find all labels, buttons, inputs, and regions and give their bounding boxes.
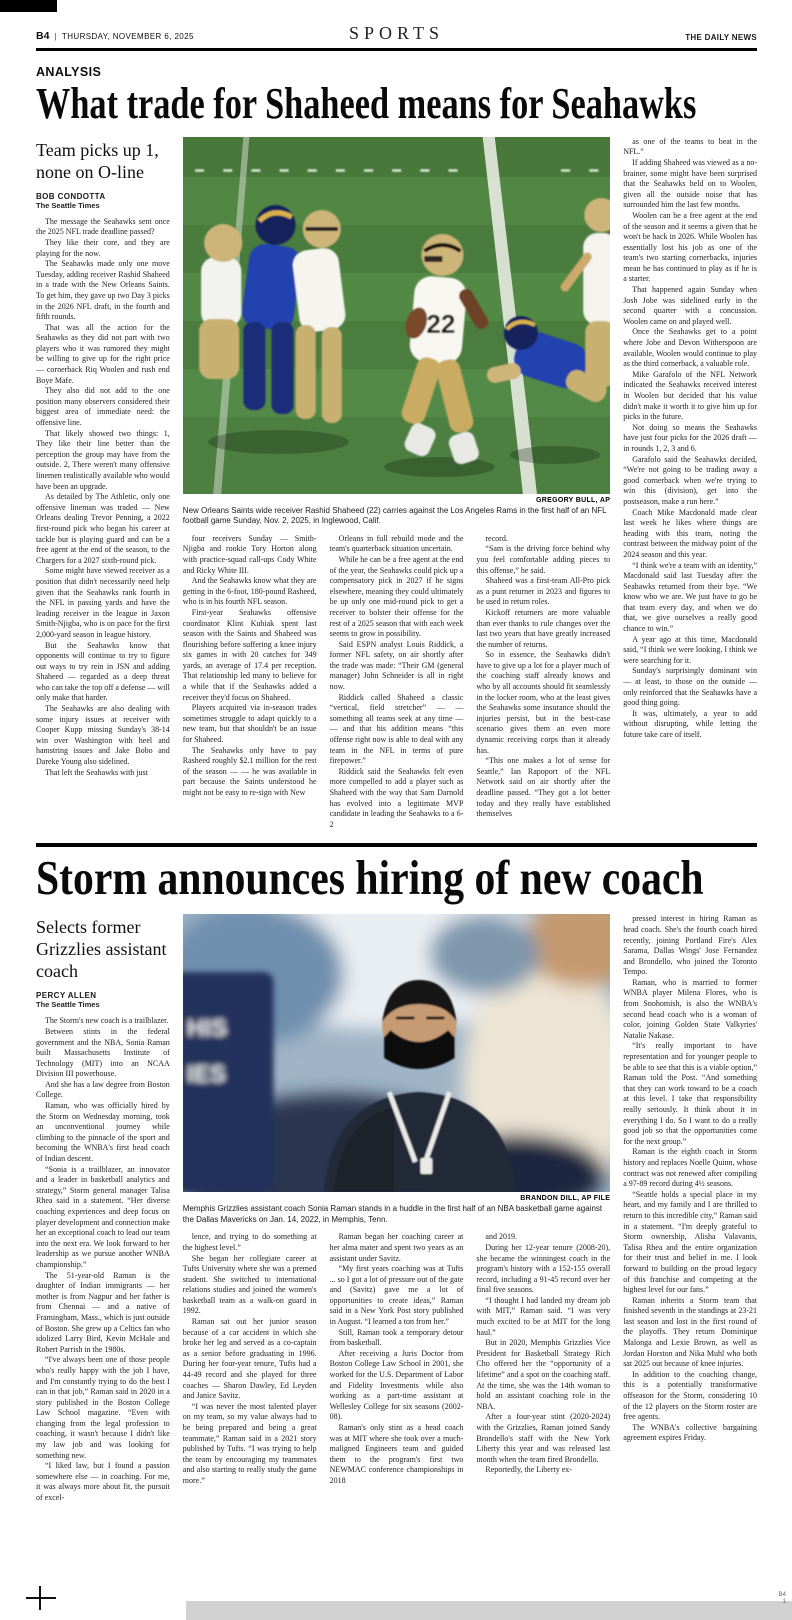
article1-column-5 [623, 137, 757, 831]
paragraph: “My first years coaching was at Tufts ... so I got a lot of pressure out of the gate and (Savitz) gave me a lot of opportunities to create ideas,” Raman said in a New York Post story published in August. “I learned a ton from her.” [329, 1264, 464, 1327]
paragraph: Raman sat out her junior season because of a car accident in which she broke her leg and served as a co-captain as a senior before graduating in 1996. During her four-year tenure, Tufts had a 44-49 record and she played for three coaches — Sharon Dawley, Ed Leyden and Janice Savitz. [182, 1317, 317, 1401]
paragraph: After receiving a Juris Doctor from Boston College Law School in 2001, she worked for the U.S. Department of Labor and Fidelity Investments while also working as a part-time assistant at Wellesley College for six seasons (2002-08). [329, 1348, 464, 1422]
article2-byline-name: PERCY ALLEN [36, 991, 97, 1001]
paragraph: “This one makes a lot of sense for Seattle,” Ian Rapoport of the NFL Network said on air shortly after the deadline passed. “They got a lot better today and they really have established themselves [476, 756, 611, 819]
paragraph: It was, ultimately, a year to add without disrupting, while letting the future take care of itself. [623, 708, 757, 739]
paragraph: “I thought I had landed my dream job with MIT,” Raman said. “I was very much excited to be at MIT for the long haul.” [476, 1295, 611, 1337]
article2-byline-org: The Seattle Times [36, 1000, 100, 1010]
paragraph: Raman, who is married to former WNBA player Milena Flores, who is from Snohomish, is also the WNBA's second head coach who is a woman of color, joining Golden State Valkyries' Natalie Nakase. [623, 977, 757, 1040]
page-date: THURSDAY, NOVEMBER 6, 2025 [61, 32, 194, 41]
article2-column-1 [36, 914, 170, 1503]
paragraph: That left the Seahawks with just [45, 767, 148, 777]
page-number: B4 [36, 30, 50, 42]
paragraph: The WNBA's collective bargaining agreement expires Friday. [623, 1422, 757, 1443]
paragraph: and 2019. [485, 1232, 517, 1242]
football-photo-art [183, 137, 610, 494]
paragraph: Coach Mike Macdonald made clear last week he likes where things are heading with this team, noting the contrast between the midway point of the 2024 season and this year. [623, 507, 757, 559]
paragraph: The Seahawks made only one move Tuesday, adding receiver Rashid Shaheed in a trade with the New Orleans Saints. To get him, they gave up two Day 3 picks in the 2026 NFL draft, in the fourth and fifth rounds. [36, 259, 170, 322]
article1-column-4 [476, 534, 610, 831]
article2-column-5 [623, 914, 757, 1503]
bottom-corner-mark-1: B4 [778, 1592, 786, 1598]
bottom-corner-mark-2: 1 [782, 1599, 786, 1605]
article2-col1-text [36, 1016, 170, 1503]
paragraph: Mike Garafolo of the NFL Network indicated the Seahawks received interest in Woolen but decided that his value didn't make it worth it to give him up for picks in the future. [623, 369, 757, 422]
paragraph: Kickoff returners are more valuable than ever thanks to rule changes over the last two years that have greatly increased the number of returns. [476, 607, 611, 649]
jersey-number-22: 22 [426, 308, 456, 339]
paragraph: Still, Raman took a temporary detour from basketball. [329, 1327, 464, 1348]
paragraph: She began her collegiate career at Tufts University where she was a premed student. She switched to international relations studies and joined the women's basketball team as a walk-on guard in 1992. [182, 1253, 317, 1316]
football-photo [183, 137, 610, 494]
basketball-photo-art [183, 914, 610, 1192]
paragraph: four receivers Sunday — Smith-Njigba and rookie Tory Horton along with practice-squad call-ups Cody White and Ricky White III. [182, 533, 317, 575]
basketball-photo [183, 914, 610, 1192]
paragraph: Raman, who was officially hired by the Storm on Wednesday morning, took an unconventional journey while climbing to the pinnacle of the sport and becoming the WNBA's first head coach of Indian descent. [36, 1101, 170, 1164]
paragraph: “Seattle holds a special place in my heart, and my family and I are thrilled to return to this incredible city,” Raman said in a statement. “I'm deeply grateful to Storm ownership, Alisha Valavanis, Talisa Rhea and the entire organization for their trust and belief in me. I look forward to building on the proud legacy of this franchise and competing at the highest level for our fans.” [623, 1189, 757, 1295]
article-storm-coach [36, 850, 757, 1503]
article2-subhead: Selects former Grizzlies assistant coach [36, 917, 167, 982]
article-shaheed-trade [36, 65, 757, 830]
article1-photo-caption: New Orleans Saints wide receiver Rashid Shaheed (22) carries against the Los Angeles Rams in the first half of an NFL football game Sunday, Nov. 2, 2025, in Inglewood, Calif. [182, 505, 607, 526]
paragraph: “I've always been one of those people who's really happy with the job I have, and I'm constantly trying to do the best I can in that job,” Raman said in 2020 in a story published in the Boston College Law School magazine. “Even with changing from the legal profession to coaching, it wasn't because I didn't like my law job and was looking for something new. [36, 1355, 170, 1460]
paragraph: A year ago at this time, Macdonald said, “I think we were looking. I think we were searching for it. [623, 634, 757, 665]
paragraph: So in essence, the Seahawks didn't have to give up a lot for a player much of the coaching staff already knows and who by all accounts should fit seamlessly in the locker room, who at the least gives the Seahawks some insurance should the injuries persist, but in the best-case scenario gives them an even more dynamic receiving corps than it already has. [476, 650, 611, 755]
paragraph: Some might have viewed receiver as a position that didn't necessarily need help given that the Seahawks rank fourth in the NFL in passing yards and have the leading receiver in the league in Jaxon Smith-Njigba, who is on pace for the first 2,000-yard season in league history. [36, 566, 170, 639]
paragraph: Reportedly, the Liberty ex- [485, 1465, 572, 1475]
article2-column-3 [330, 1232, 464, 1503]
article2-column-2 [183, 1232, 317, 1503]
page-header [36, 0, 757, 51]
paragraph: As detailed by The Athletic, only one offensive lineman was traded — New Orleans dealing Trevor Penning, a 2022 first-round pick who began his career at tackle but is playing guard and can be a free agent at the end of the season, to the Chargers for a 2027 sixth-round pick. [36, 492, 170, 565]
folio-separator: | [54, 32, 57, 41]
paragraph: Raman is the eighth coach in Storm history and replaces Noelle Quinn, whose contract was not renewed after compiling a 97-89 record during 4½ seasons. [623, 1147, 757, 1189]
paragraph: Shaheed was a first-team All-Pro pick as a punt returner in 2023 and figures to be used in return roles. [476, 576, 611, 607]
article1-headline: What trade for Shaheed means for Seahawks [36, 79, 697, 128]
paragraph: pressed interest in hiring Raman as head coach. She's the fourth coach hired recently, joining Portland Fire's Alex Sarama, Dallas Wings' Jose Fernandez and Brondello, who joined the Toronto Tempo. [623, 914, 757, 977]
article2-column-4 [476, 1232, 610, 1503]
paragraph: Said ESPN analyst Louis Riddick, a former NFL safety, on air shortly after the trade was made: “Their GM (general manager) John Schneider is all in right now. [329, 639, 464, 692]
paragraph: The 51-year-old Raman is the daughter of Indian immigrants — her mother is from Nagpur and her father is from Chennai — and a native of Framingham, Mass., which is just outside of Boston. She grew up a Celtics fan who idolized Larry Bird, Kevin McHale and Robert Parrish in the 1980s. [36, 1270, 170, 1354]
article1-photo-block [183, 137, 610, 527]
article2-columns [36, 914, 757, 1503]
article2-photo-caption: Memphis Grizzlies assistant coach Sonia Raman stands in a huddle in the first half of an NBA basketball game against the Dallas Mavericks on Jan. 14, 2022, in Memphis, Tenn. [182, 1204, 603, 1224]
paragraph: If adding Shaheed was viewed as a no-brainer, some might have been surprised that the Seahawks held on to Woolen, given all the outside noise that has surrounded him the last few months. [623, 157, 757, 210]
paragraph: Raman's only stint as a head coach was at MIT where she took over a much-maligned Engineers team and guided them to the program's first two NEWMAC conference championships in 2018 [329, 1423, 464, 1485]
kicker: ANALYSIS [36, 65, 102, 79]
paragraph: “I was never the most talented player on my team, so my value always had to be being prepared and being a great teammate,” Raman said in a 2021 story published by Tufts. “I was trying to help the team by encouraging my teammates and also starting to really study the game more.” [182, 1401, 317, 1485]
article1-column-3 [330, 534, 464, 831]
paragraph: The Seahawks are also dealing with some injury issues at receiver with Cooper Kupp missing Sunday's 38-14 win over Washington with heel and hamstring issues and Jake Bobo and Dareke Young also sidelined. [36, 704, 170, 767]
page-bottom-gray-band [186, 1601, 792, 1620]
article1-subhead: Team picks up 1, none on O-line [36, 139, 159, 182]
paragraph: Woolen can be a free agent at the end of the season and it seems a given that he won't be back in 2026. While Woolen has essentially lost his job as one of the team's two starting cornerbacks, injuries mean he has continued to play as if he is a starter. [623, 210, 757, 284]
paragraph: During her 12-year tenure (2008-20), she became the winningest coach in the program's history with a 152-155 overall record, including a 91-45 record over her final five seasons. [476, 1242, 611, 1295]
article1-byline-org: The Seattle Times [36, 200, 100, 210]
paragraph: Orleans in full rebuild mode and the team's quarterback situation uncertain. [329, 533, 464, 554]
paragraph: record. [485, 533, 508, 543]
jersey-text-ies: IES [186, 1061, 226, 1089]
paragraph: The message the Seahawks sent once the 2025 NFL trade deadline passed? [36, 216, 170, 237]
paragraph: Raman began her coaching career at her alma mater and spent two years as an assistant under Savitz. [329, 1232, 464, 1263]
section-title: SPORTS [349, 23, 444, 43]
paragraph: And she has a law degree from Boston College. [36, 1079, 170, 1100]
paragraph: as one of the teams to beat in the NFL.” [623, 136, 757, 157]
paragraph: The Storm's new coach is a trailblazer. [45, 1016, 169, 1026]
paragraph: Not doing so means the Seahawks have just four picks for the 2026 draft — in rounds 1, 2, 3 and 6. [623, 422, 757, 453]
registration-crosshair-icon [26, 1586, 56, 1610]
paragraph: But the Seahawks know that opponents will continue to try to figure out ways to try rein in JSN and adding Shaheed — regarded as a deep threat who can take the top off a defense — will only make that harder. [36, 640, 170, 703]
article1-column-2 [183, 534, 317, 831]
paragraph: After a four-year stint (2020-2024) with the Grizzlies, Raman joined Sandy Brondello's staff with the New York Liberty this year and was released last month when the team fired Brondello. [476, 1412, 611, 1464]
paragraph: They also did not add to the one position many observers considered their biggest area of immediate need: the offensive line. [36, 386, 170, 428]
paragraph: In addition to the coaching change, this is a potentially transformative offseason for the Storm, considering 10 of the 12 players on the Storm roster are free agents. [623, 1369, 757, 1422]
jersey-text-his: HIS [186, 1015, 228, 1043]
paragraph: “It's really important to have representation and for younger people to be able to see that this is a viable option,” Raman told the Post. “And something that they can work toward to be a coach at this level. I take that responsibility really seriously. It think about it in everything I do. So I want to do a really good job so that the opportunities come for the next group.” [623, 1041, 757, 1146]
paragraph: “Sam is the driving force behind why you feel comfortable adding pieces to this offense,” he said. [476, 544, 611, 575]
article2-headline: Storm announces hiring of new coach [36, 850, 704, 906]
masthead: THE DAILY NEWS [685, 33, 757, 42]
paragraph: “I think we're a team with an identity,” Macdonald said last Tuesday after the Seahawks returned from their bye. “We know who we are. We just have to go be that team every day, and when we do that, we give ourselves a really good chance to win.” [623, 560, 757, 634]
paragraph: Garafolo said the Seahawks decided, “We're not going to be trading away a good cornerback when we're trying to win this (division), get into the postseason, make a run here.” [623, 454, 757, 506]
paragraph: That happened again Sunday when Josh Jobe was sidelined early in the second quarter with a concussion. Woolen came on and played well. [623, 285, 757, 326]
paragraph: They like their core, and they are playing for the now. [36, 237, 170, 258]
article1-byline-name: BOB CONDOTTA [36, 191, 106, 201]
article1-columns [36, 137, 757, 831]
paragraph: Players acquired via in-season trades sometimes struggle to adapt quickly to a new team, but that shouldn't be an issue for Shaheed. [182, 703, 317, 745]
paragraph: Riddick called Shaheed a classic “vertical, field stretcher” — — something all teams seek at any time — — and that his addition means “this offense right now is able to deal with any team in the NFL in terms of pure firepower.” [329, 692, 464, 766]
paragraph: Between stints in the federal government and the NBA, Sonia Raman built Massachusetts Institute of Technology (MIT) into an NCAA Division III powerhouse. [36, 1026, 170, 1079]
paragraph: That was all the action for the Seahawks as they did not part with two players who it was rumored they might be willing to give up for the right price — cornerback Riq Woolen and rush end Boye Mafe. [36, 322, 170, 385]
bottom-corner-marks [779, 1592, 786, 1606]
paragraph: And the Seahawks know what they are getting in the 6-foot, 180-pound Rasheed, who is in his fourth NFL season. [182, 576, 317, 607]
article1-col1-text [36, 217, 170, 778]
paragraph: “Sonia is a trailblazer, an innovator and a leader in basketball analytics and strategy,” Storm general manager Talisa Rhea said in a statement. “Her diverse coaching experiences and deep focus on player development and connection make her an exceptional coach to lead our team into the next era. We look forward to her leadership as we pursue another WNBA championship.” [36, 1164, 170, 1269]
paragraph: “I liked law, but I found a passion somewhere else — in coaching. For me, it was always more about fit, the pursuit of excel- [36, 1461, 170, 1503]
paragraph: First-year Seahawks offensive coordinator Klint Kubiak spent last season with the Saints and Shaheed was flourishing before suffering a knee injury six games in with 20 catches for 349 yards, an average of 17.4 per reception. That relationship led many to believe for a while that if the Seahawks added a receiver they'd focus on Shaheed. [182, 607, 317, 702]
article1-photo-credit: GREGORY BULL, AP [536, 496, 611, 504]
article-divider-rule [36, 843, 757, 847]
article1-column-1 [36, 137, 170, 831]
paragraph: lence, and trying to do something at the highest level.” [182, 1232, 317, 1252]
paragraph: Riddick said the Seahawks felt even more compelled to add a player such as Shaheed with the way that Sam Darnold has evolved into a legitimate MVP candidate in leading the Seahawks to a 6-2 [329, 766, 464, 829]
paragraph: But in 2020, Memphis Grizzlies Vice President for Basketball Strategy Rich Cho offered her the “opportunity of a lifetime” and a spot on the coaching staff. At the time, she was the 14th woman to hold an assistant coaching role in the NBA. [476, 1338, 611, 1411]
paragraph: That likely showed two things: 1, They like their line better than the perception the group may have from the outside. 2, There weren't many offensive linemen realistically available who would have been an upgrade. [36, 428, 170, 491]
article2-photo-credit: BRANDON DILL, AP FILE [520, 1195, 611, 1203]
paragraph: Raman inherits a Storm team that finished seventh in the standings at 23-21 last season and lost in the first round of the playoffs. They return Dominique Malonga and Lexie Brown, as well as Jordan Horston and Nika Muhl who both sat 2025 out because of knee injuries. [623, 1295, 757, 1369]
paragraph: The Seahawks only have to pay Rasheed roughly $2.1 million for the rest of the season — — he was available in part because the Saints understood he might not be easy to re-sign with New [182, 745, 317, 797]
paragraph: While he can be a free agent at the end of the year, the Seahawks could pick up a compensatory pick in 2027 if he signs elsewhere, meaning they could ultimately be up only one mid-round pick to get a receiver to bolster their offense for the rest of a 2025 season that with each week seems to grow in possibility. [329, 554, 464, 639]
article2-photo-block [183, 914, 610, 1225]
paragraph: Once the Seahawks get to a point where Jobe and Devon Witherspoon are available, Woolen would continue to play as the third cornerback, a valuable role. [623, 327, 757, 369]
paragraph: Sunday's surprisingly dominant win — at least, to those on the outside — only reinforced that the Seahawks have a good thing going. [623, 666, 757, 708]
folio-date [36, 30, 194, 42]
